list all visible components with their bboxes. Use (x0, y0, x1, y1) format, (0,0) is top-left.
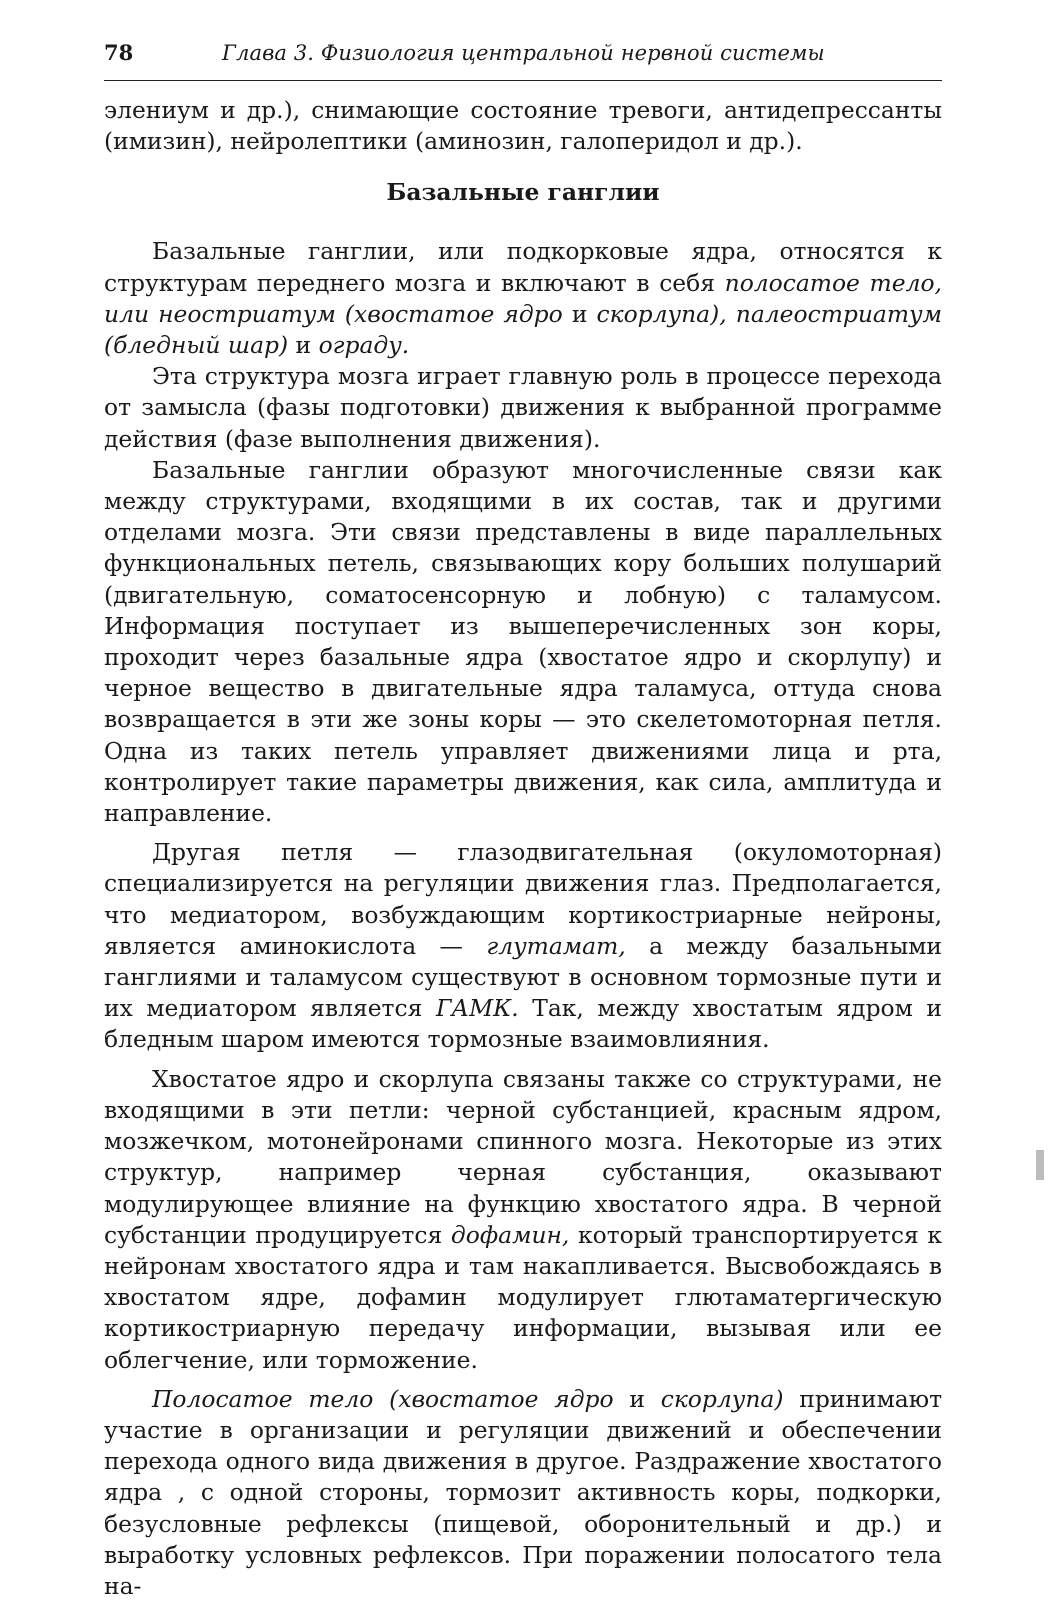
p1-term-claustrum: ограду. (318, 331, 410, 360)
paragraph-connections: Базальные ганглии образуют многочисленные связи как между структурами, входящими в их состав, так и другими отделами мозга. Эти связи представлены в виде параллельных функциональных петель, связывающих кору больших полушарий (двигательную, соматосенсорную и лобную) с таламусом. Информация поступает из вышеперечисленных зон коры, проходит через базальные ядра (хвостатое ядро и скорлупу) и черное вещество в двигательные ядра таламуса, оттуда снова возвращается в эти же зоны коры — это скелетомоторная петля. Одна из таких петель управляет движениями лица и рта, контролирует такие параметры движения, как сила, амплитуда и направление. (104, 455, 942, 828)
p6-text-b: и (613, 1384, 661, 1413)
paragraph-dopamine (104, 1064, 942, 1376)
page-number: 78 (104, 40, 134, 65)
paragraph-definition (104, 236, 942, 361)
p6-text-d: принимают участие в организации и регуляции движений и обеспечении перехода одного вида движения в другое. Раздражение хвостатого ядра , с одной стороны, тормозит активность коры, подкорки, безусловные рефлексы (пищевой, оборонительный и др.) и выработку условных рефлексов. При поражении полосатого тела на- (104, 1384, 943, 1600)
paragraph-role: Эта структура мозга играет главную роль в процессе перехода от замысла (фазы подготовки) движения к выбранной программе действия (фазе выполнения движения). (104, 362, 942, 453)
scan-margin-mark (1036, 1150, 1044, 1180)
p5-text-a: Хвостатое ядро и скорлупа связаны также со структурами, не входящими в эти петли: черной субстанцией, красным ядром, мозжечком, мотонейронами спинного мозга. Некоторые из этих структур, например черная субстанция, оказывают модулирующее влияние на функцию хвостатого ядра. В черной субстанции продуцируется (104, 1064, 942, 1249)
p4-term-gaba: ГАМК. (435, 994, 519, 1023)
running-title: Глава 3. Физиология центральной нервной системы (222, 41, 825, 65)
p4-text-e: Так, между хвостатым ядром и бледным шаром имеются тормозные взаимовлияния. (104, 994, 942, 1054)
p1-text-e: и (288, 331, 319, 360)
book-page (104, 40, 942, 1602)
p4-text-a: Другая петля — глазодвигательная (окуломоторная) специализируется на регуляции движения глаз. Предполагается, что медиатором, возбуждающим кортикостриарные нейроны, является аминокислота — (104, 838, 942, 960)
body-text (104, 95, 942, 1602)
section-heading: Базальные ганглии (386, 178, 660, 207)
p6-term-striatum: Полосатое тело (хвостатое ядро (152, 1384, 614, 1413)
p4-text-c: а между базальными ганглиями и таламусом существуют в основном тормозные пути и их медиатором является (104, 931, 942, 1023)
running-header (104, 40, 942, 81)
p5-term-dopamine: дофамин, (450, 1220, 570, 1249)
p1-text-a: Базальные ганглии, или подкорковые ядра, относятся к структурам переднего мозга и включают в себя (104, 237, 942, 297)
p1-text-c: и (562, 299, 597, 328)
paragraph-striatum-function (104, 1384, 942, 1602)
intro-text: элениум и др.), снимающие состояние тревоги, антидепрессанты (имизин), нейролептики (аминозин, галоперидол и др.). (104, 96, 942, 156)
intro-paragraph (104, 95, 942, 157)
p6-term-putamen: скорлупа) (660, 1384, 784, 1413)
p1-term-paleostriatum: скорлупа), палеостриатум (бледный шар) (104, 299, 943, 360)
p5-text-c: который транспортируется к нейронам хвостатого ядра и там накапливается. Высвобождаясь в хвостатом ядре, дофамин модулирует глютаматергическую кортикостриарную передачу информации, вызывая или ее облегчение, или торможение. (104, 1220, 942, 1374)
p1-term-striatum: полосатое тело, или неостриатум (хвостатое ядро (104, 268, 942, 328)
p4-term-glutamate: глутамат, (486, 931, 626, 960)
paragraph-oculomotor-loop (104, 837, 942, 1055)
